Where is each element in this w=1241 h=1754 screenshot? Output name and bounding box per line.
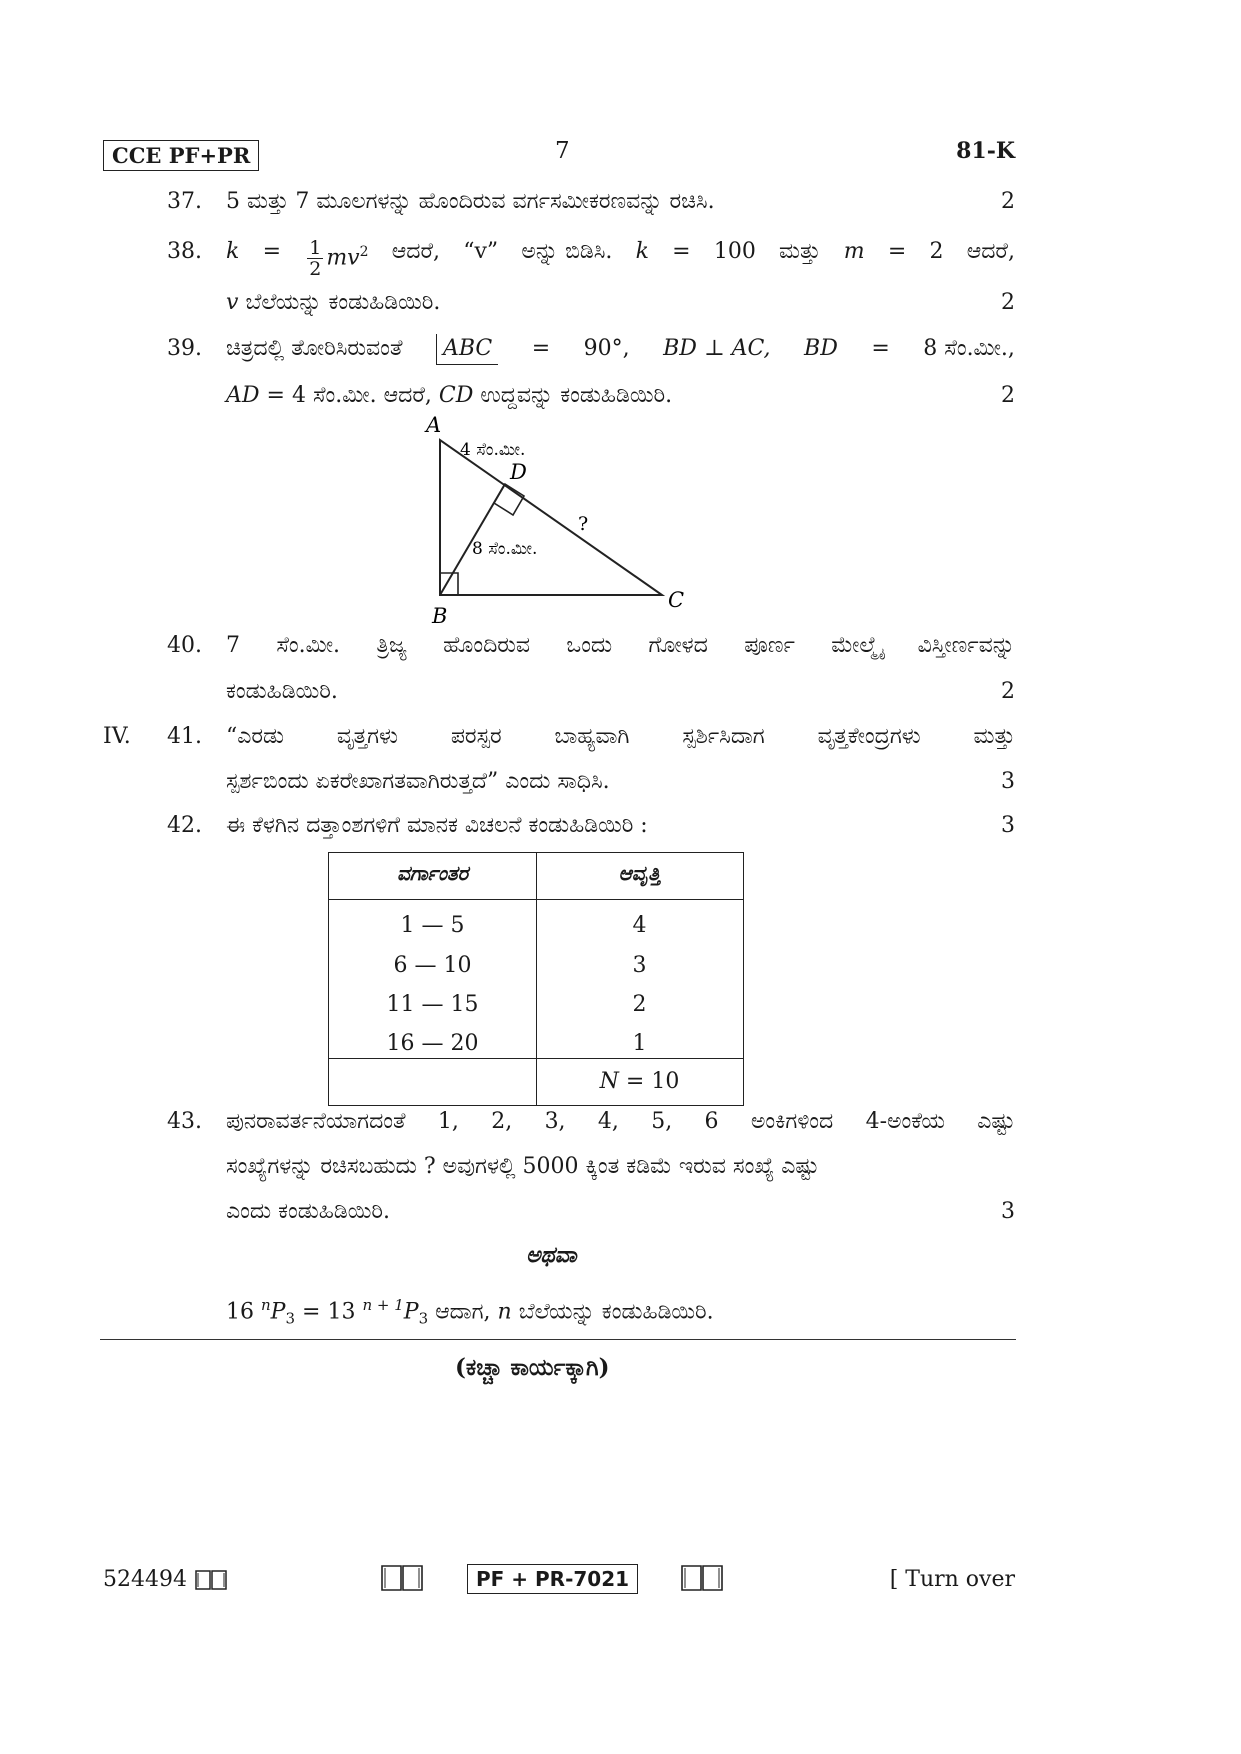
footer-code: PF + PR-7021 bbox=[467, 1564, 638, 1594]
q43-line1: ಪುನರಾವರ್ತನೆಯಾಗದಂತೆ 1, 2, 3, 4, 5, 6 ಅಂಕಿಗಳಿಂದ 4-ಅಂಕೆಯ ಎಷ್ಟು bbox=[226, 1109, 1015, 1134]
table-cell-class: 6 — 10 bbox=[393, 953, 472, 978]
q38-eq: = bbox=[262, 239, 281, 264]
table-total: N = 10 bbox=[599, 1069, 680, 1094]
q41-marks: 3 bbox=[1001, 769, 1015, 794]
q38-line1: k = $\frac{1}{2}$ $mv^2$ ಆದರೆ, “v” ಅನ್ನು ಬಿಡಿಸಿ. k = 100 ಮತ್ತು m = 2 ಆದರೆ, bbox=[226, 236, 1015, 280]
frequency-table bbox=[328, 852, 744, 1106]
table-cell-class: 16 — 20 bbox=[386, 1031, 479, 1056]
q42-number: 42. bbox=[167, 813, 202, 838]
table-cell-class: 11 — 15 bbox=[386, 992, 479, 1017]
q43-marks: 3 bbox=[1001, 1199, 1015, 1224]
q43-number: 43. bbox=[167, 1109, 202, 1134]
q41-line2: ಸ್ಪರ್ಶಬಿಂದು ಏಕರೇಖಾಗತವಾಗಿರುತ್ತದೆ” ಎಂದು ಸಾಧಿಸಿ. bbox=[226, 769, 610, 794]
q40-number: 40. bbox=[167, 633, 202, 658]
q41-number: 41. bbox=[167, 724, 202, 749]
footer-serial: 524494 bbox=[103, 1567, 228, 1593]
book-icon bbox=[680, 1562, 724, 1594]
rough-work-heading: (ಕಚ್ಚಾ ಕಾರ್ಯಕ್ಕಾಗಿ) bbox=[455, 1354, 610, 1381]
triangle-figure bbox=[400, 410, 720, 635]
cd-unknown-label: ? bbox=[578, 513, 589, 535]
q37-marks: 2 bbox=[1001, 189, 1015, 214]
q40-line1: 7 ಸೆಂ.ಮೀ. ತ್ರಿಜ್ಯ ಹೊಂದಿರುವ ಒಂದು ಗೋಳದ ಪೂರ್ಣ ಮೇಲ್ಮೈ ವಿಸ್ತೀರ್ಣವನ್ನು bbox=[226, 633, 1015, 658]
q41-line1: “ಎರಡು ವೃತ್ತಗಳು ಪರಸ್ಪರ ಬಾಹ್ಯವಾಗಿ ಸ್ಪರ್ಶಿಸಿದಾಗ ವೃತ್ತಕೇಂದ್ರಗಳು ಮತ್ತು bbox=[226, 724, 1015, 749]
q40-marks: 2 bbox=[1001, 679, 1015, 704]
q42-text: ಈ ಕೆಳಗಿನ ದತ್ತಾಂಶಗಳಿಗೆ ಮಾನಕ ವಿಚಲನೆ ಕಂಡುಹಿಡಿಯಿರಿ : bbox=[226, 813, 648, 838]
section-label: IV. bbox=[103, 724, 131, 749]
page-number: 7 bbox=[555, 138, 570, 164]
table-cell-freq: 2 bbox=[632, 992, 647, 1017]
table-cell-freq: 1 bbox=[632, 1031, 647, 1056]
q43-line3: ಎಂದು ಕಂಡುಹಿಡಿಯಿರಿ. bbox=[226, 1199, 390, 1224]
q42-marks: 3 bbox=[1001, 813, 1015, 838]
label-a: A bbox=[426, 413, 442, 437]
paper-code: 81-K bbox=[956, 138, 1015, 164]
bd-length-label: 8 ಸೆಂ.ಮೀ. bbox=[472, 539, 538, 559]
header-box: CCE PF+PR bbox=[103, 140, 259, 171]
or-separator: ಅಥವಾ bbox=[526, 1242, 577, 1268]
book-icon bbox=[380, 1562, 424, 1594]
label-c: C bbox=[668, 588, 685, 612]
q38-line2: v ಬೆಲೆಯನ್ನು ಕಂಡುಹಿಡಿಯಿರಿ. bbox=[226, 290, 441, 315]
label-b: B bbox=[432, 604, 448, 628]
turn-over: [ Turn over bbox=[889, 1567, 1015, 1592]
q38-marks: 2 bbox=[1001, 290, 1015, 315]
divider bbox=[100, 1339, 1016, 1340]
book-icon bbox=[194, 1567, 228, 1593]
q38-fraction: $\frac{1}{2}$ bbox=[309, 236, 322, 280]
table-cell-class: 1 — 5 bbox=[400, 913, 465, 938]
table-cell-freq: 4 bbox=[632, 913, 647, 938]
q40-line2: ಕಂಡುಹಿಡಿಯಿರಿ. bbox=[226, 679, 338, 704]
label-d: D bbox=[510, 460, 527, 484]
table-cell-freq: 3 bbox=[632, 953, 647, 978]
q39-angle: ABC bbox=[442, 336, 493, 361]
q39-number: 39. bbox=[167, 336, 202, 361]
ad-length-label: 4 ಸೆಂ.ಮೀ. bbox=[460, 440, 526, 460]
q39-marks: 2 bbox=[1001, 383, 1015, 408]
q39-line2: AD = 4 ಸೆಂ.ಮೀ. ಆದರೆ, CD ಉದ್ದವನ್ನು ಕಂಡುಹಿಡಿಯಿರಿ. bbox=[226, 383, 673, 408]
q43-alternative: 16 $^nP_3 = 13$ $^{n + 1}P_3$ ಆದಾಗ, n ಬೆಲೆಯನ್ನು ಕಂಡುಹಿಡಿಯಿರಿ. bbox=[226, 1296, 714, 1328]
q38-number: 38. bbox=[167, 239, 202, 264]
q37-number: 37. bbox=[167, 189, 202, 214]
q43-line2: ಸಂಖ್ಯೆಗಳನ್ನು ರಚಿಸಬಹುದು ? ಅವುಗಳಲ್ಲಿ 5000 ಕ್ಕಿಂತ ಕಡಿಮೆ ಇರುವ ಸಂಖ್ಯೆ ಎಷ್ಟು bbox=[226, 1154, 819, 1179]
q39-line1: ಚಿತ್ರದಲ್ಲಿ ತೋರಿಸಿರುವಂತೆ ABC = 90°, BD ⊥ AC, BD = 8 ಸೆಂ.ಮೀ., bbox=[226, 334, 1015, 365]
table-header-frequency: ಆವೃತ್ತಿ bbox=[618, 861, 661, 885]
q37-text: 5 ಮತ್ತು 7 ಮೂಲಗಳನ್ನು ಹೊಂದಿರುವ ವರ್ಗಸಮೀಕರಣವನ್ನು ರಚಿಸಿ. bbox=[226, 189, 715, 214]
q38-k: k bbox=[226, 239, 240, 264]
table-header-class: ವರ್ಗಾಂತರ bbox=[396, 861, 469, 885]
